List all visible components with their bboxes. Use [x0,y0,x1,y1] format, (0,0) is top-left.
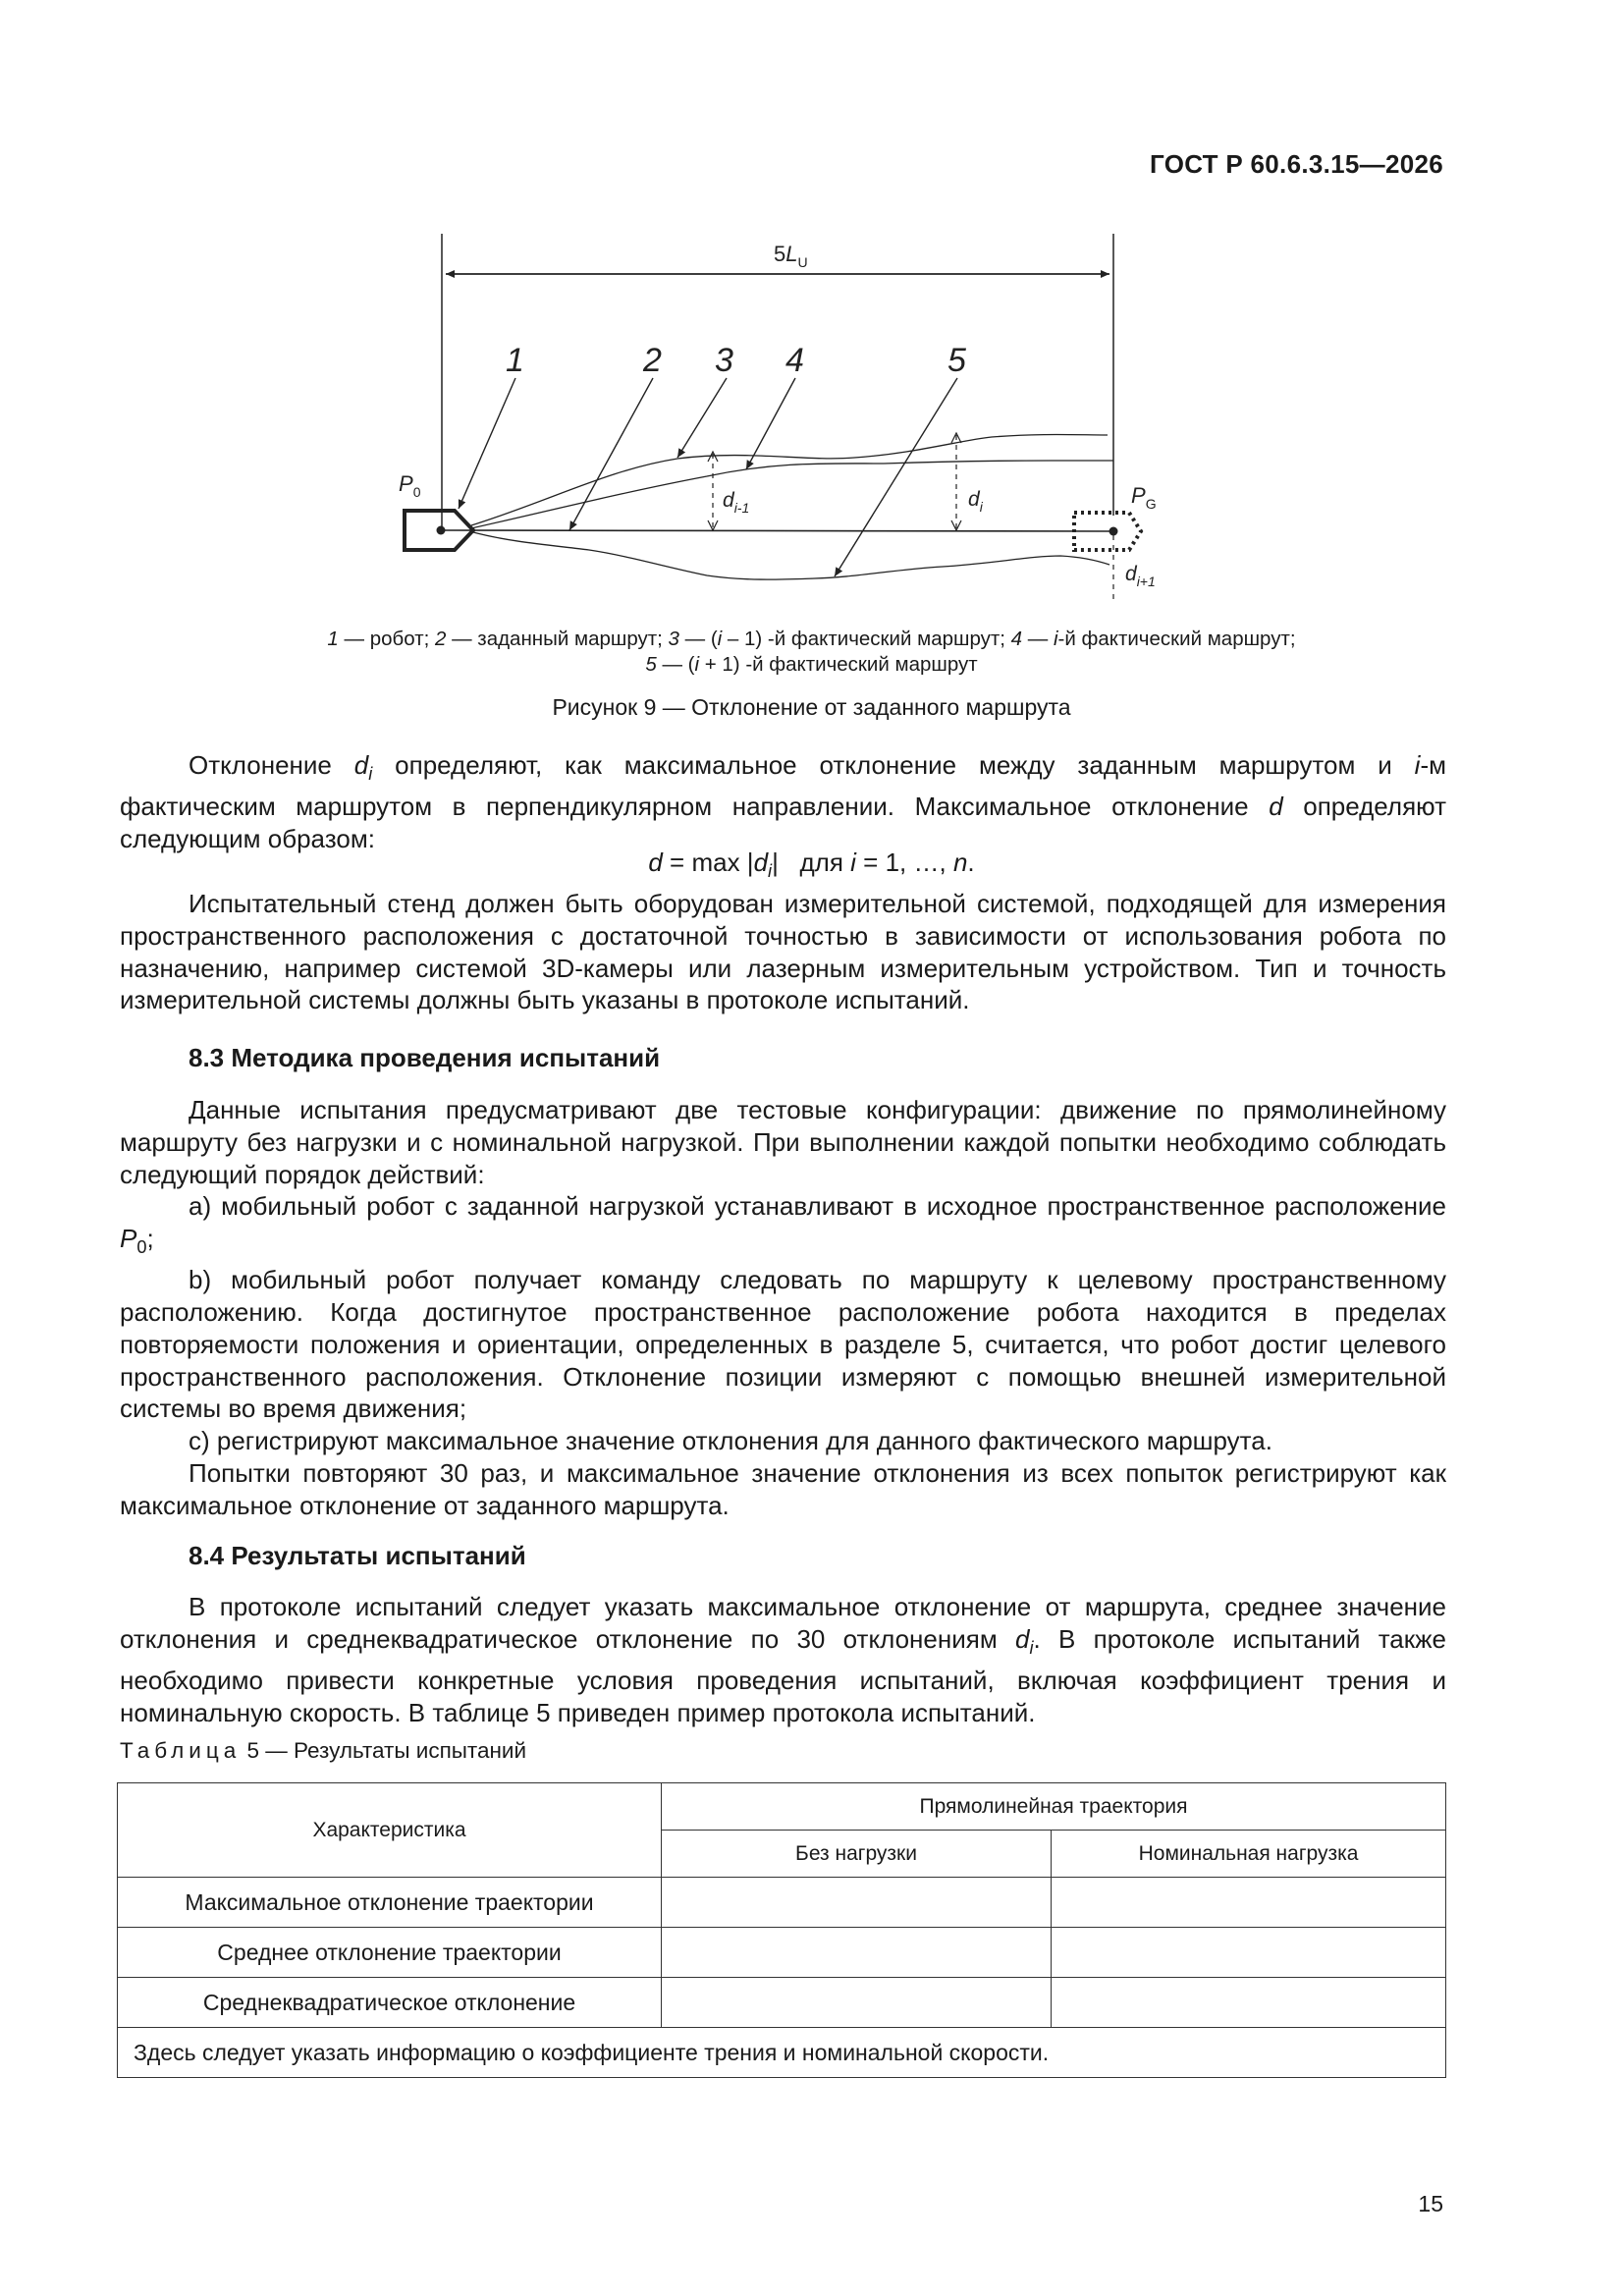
page-number: 15 [1418,2191,1443,2216]
callout-4: 4 [785,342,804,379]
header-characteristic: Характеристика [118,1783,662,1878]
leader-3 [677,378,727,458]
table-title: Таблица 5 — Результаты испытаний [120,1738,527,1763]
dimension-label: $5L_U$ [774,242,808,270]
header-nominal-load: Номинальная нагрузка [1052,1831,1446,1878]
leader-5 [835,378,957,576]
list-item-c: c) регистрируют максимальное значение отклонения для данного фактического маршрута. [189,1426,1272,1456]
table-row [118,1928,1446,1978]
callout-3: 3 [715,342,733,379]
leader-1 [459,378,515,509]
deviation-diagram [373,221,1198,614]
empty-cell [662,1878,1052,1928]
formula-max-deviation: $d = \max |d_i|$ для i = 1, …, n. [648,847,975,882]
empty-cell [1052,1878,1446,1928]
callout-1: 1 [506,342,524,379]
paragraph-test-bench: Испытательный стенд должен быть оборудован измерительной системой, подходящей для измерения пространственного расположения с достаточной точностью в зависимости от использования робота по назначению, например системой 3D-камеры или лазерным измерительным устройством. Тип и точность измерительной системы должны быть указаны в протоколе испытаний. [120,889,1446,1015]
leader-2 [569,378,653,530]
heading-8-3: 8.3 Методика проведения испытаний [189,1043,661,1072]
row-label: Максимальное отклонение траектории [118,1878,662,1928]
list-item-b: b) мобильный робот получает команду следовать по маршруту к целевому пространственному расположению. Когда достигнутое пространственное расположение робота находится в пределах повторяемости положения и ориентации, определенных в разделе 5, считается, что робот достиг целевого пространственного расположения. Отклонение позиции измеряют с помощью внешней измерительной системы во время движения; [120,1265,1446,1424]
document-code: ГОСТ Р 60.6.3.15—2026 [1150,149,1443,179]
actual-route-i-minus-1 [471,435,1108,526]
callout-5: 5 [947,342,966,379]
figure-caption: Рисунок 9 — Отклонение от заданного маршрута [552,694,1071,720]
row-label: Среднее отклонение траектории [118,1928,662,1978]
table-row [118,1978,1446,2028]
actual-route-i-plus-1 [473,532,1109,579]
list-item-a: a) мобильный робот с заданной нагрузкой устанавливают в исходное пространственное расположение $P_0$; [120,1191,1446,1258]
figure-legend-line-1: 1 — робот; 2 — заданный маршрут; 3 — (i – 1) -й фактический маршрут; 4 — i-й фактический маршрут; [327,628,1296,650]
empty-cell [662,1978,1052,2028]
goal-label: $P_G$ [1131,483,1157,512]
paragraph-results: В протоколе испытаний следует указать максимальное отклонение от маршрута, среднее значение отклонения и среднеквадратическое отклонение по 30 отклонениям $d_i$. В протоколе испытаний также необходимо привести конкретные условия проведения испытаний, включая коэффициент трения и номинальную скорость. В таблице 5 приведен пример протокола испытаний. [120,1592,1446,1727]
actual-route-i [471,461,1113,528]
empty-cell [1052,1978,1446,2028]
callout-2: 2 [643,342,662,379]
heading-8-4: 8.4 Результаты испытаний [189,1541,526,1570]
paragraph-repeats: Попытки повторяют 30 раз, и максимальное значение отклонения из всех попыток регистрируют как максимальное отклонение от заданного маршрута. [120,1457,1446,1520]
paragraph-deviation-definition: Отклонение $d_i$ определяют, как максимальное отклонение между заданным маршрутом и i-м фактическим маршрутом в перпендикулярном направлении. Максимальное отклонение d определяют следующим образом: [120,750,1446,853]
table-note: Здесь следует указать информацию о коэффициенте трения и номинальной скорости. [118,2028,1446,2078]
label-d-i-minus-1: $d_{i-1}$ [723,489,750,516]
results-table [117,1782,1446,2078]
empty-cell [662,1928,1052,1978]
header-straight-trajectory: Прямолинейная траектория [662,1783,1446,1831]
figure-legend-line-2: 5 — (i + 1) -й фактический маршрут [645,653,978,676]
paragraph-test-method: Данные испытания предусматривают две тестовые конфигурации: движение по прямолинейному маршруту без нагрузки и с номинальной нагрузкой. При выполнении каждой попытки необходимо соблюдать следующий порядок действий: a) мобильный робот с заданной нагрузкой устанавливают в исходное пространственное расположение $P_0$; b) мобильный робот получает команду следовать по маршруту к целевому пространственному расположению. Когда достигнутое пространственное расположение робота находится в пределах повторяемости положения и ориентации, определенных в разделе 5, считается, что робот достиг целевого пространственного расположения. Отклонение позиции измеряют с помощью внешней измерительной системы во время движения; c) регистрируют максимальное значение отклонения для данного фактического маршрута. Попытки повторяют 30 раз, и максимальное значение отклонения из всех попыток регистрируют как максимальное отклонение от заданного маршрута. [120,1095,1446,1520]
header-no-load: Без нагрузки [662,1831,1052,1878]
empty-cell [1052,1928,1446,1978]
start-label: $P_0$ [399,471,421,500]
table-row [118,1878,1446,1928]
row-label: Среднеквадратическое отклонение [118,1978,662,2028]
label-d-i-plus-1: $d_{i+1}$ [1125,563,1156,589]
label-d-i: $d_i$ [968,488,983,515]
planned-route [442,530,1113,531]
